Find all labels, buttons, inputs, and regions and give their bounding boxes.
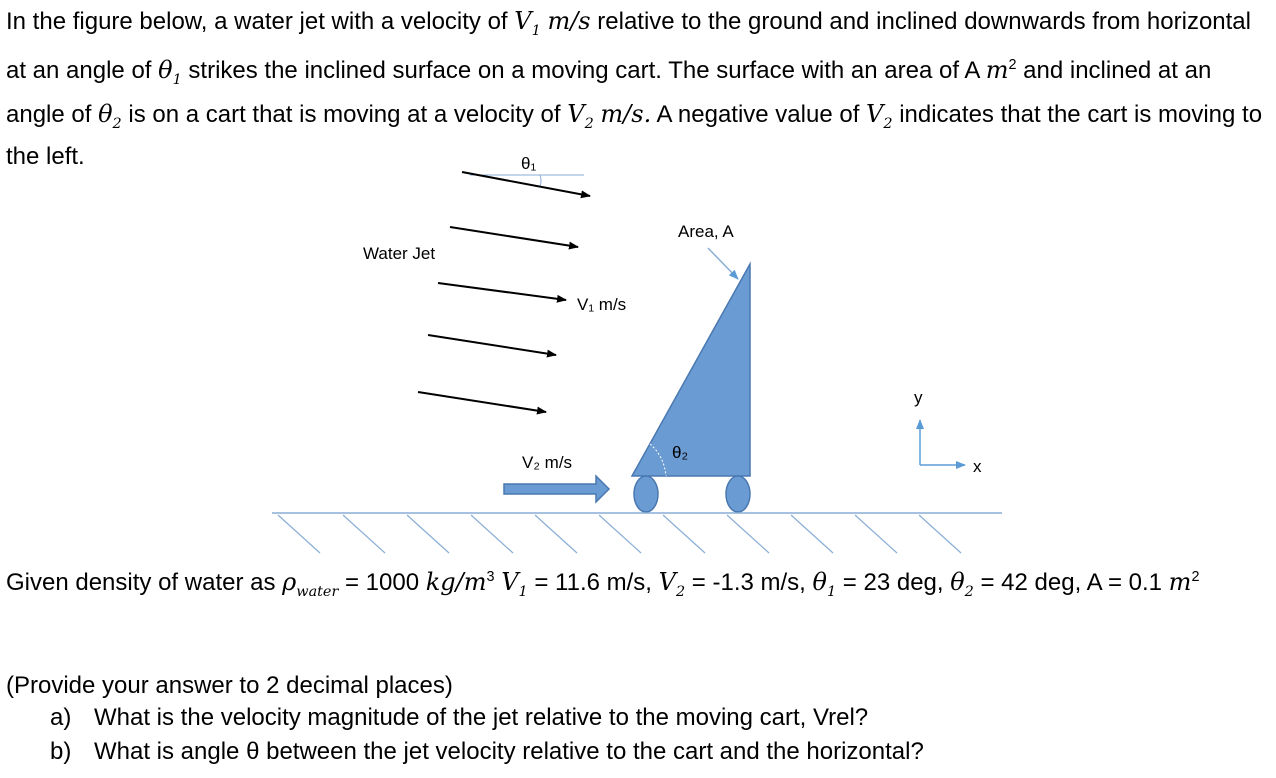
question-a xyxy=(50,701,868,735)
cart-wheel xyxy=(634,476,658,512)
theta1-arc xyxy=(540,175,541,186)
v2-block-arrow xyxy=(504,476,609,502)
area-label: Area, A xyxy=(678,222,734,241)
question-label: b) xyxy=(50,738,72,765)
jet-arrow xyxy=(418,392,546,412)
ground-hatching xyxy=(278,515,961,553)
cart-inclined-surface xyxy=(632,264,750,476)
v2-label: V₂ m/s xyxy=(522,453,573,472)
provide-instruction: (Provide your answer to 2 decimal places) xyxy=(6,672,453,699)
x-axis-label: x xyxy=(973,457,982,476)
question-text: What is the velocity magnitude of the jet relative to the moving cart, Vrel? xyxy=(94,704,869,731)
problem-intro: In the figure below, a water jet with a velocity of $V_1$ m/s relative to the ground and inclined downwards from horizontal at an angle of $\theta_1$ strikes the inclined surface on a moving cart. The surface with an area of A $m^2$ and inclined at an angle of $\theta_2$ is on a cart that is moving at a velocity of $V_2$ m/s. A negative value of $V_2$ indicates that the cart is moving to the left. xyxy=(6,7,1263,171)
y-axis-label: y xyxy=(914,388,923,407)
question-b xyxy=(50,735,924,769)
jet-arrow xyxy=(428,335,556,355)
water-jet-label: Water Jet xyxy=(363,244,436,263)
jet-arrow xyxy=(450,227,578,247)
theta1-label: θ₁ xyxy=(521,154,537,173)
cart-wheel xyxy=(726,476,750,512)
area-pointer xyxy=(708,248,738,279)
jet-arrow xyxy=(462,172,590,196)
question-text: What is angle θ between the jet velocity relative to the cart and the horizontal? xyxy=(94,738,924,765)
theta2-label: θ₂ xyxy=(672,443,689,462)
v1-label: V₁ m/s xyxy=(577,295,627,314)
jet-arrow xyxy=(438,283,566,300)
question-label: a) xyxy=(50,704,72,731)
given-values: Given density of water as $\rho_{water} = 1000$ $kg/m^3$ $V_1 = 11.6$ m/s, $V_2 = -1.3$ m/s, $\theta_1 = 23$ deg, $\theta_2 = 42$ deg, A = 0.1 $m^2$ xyxy=(6,568,1200,600)
